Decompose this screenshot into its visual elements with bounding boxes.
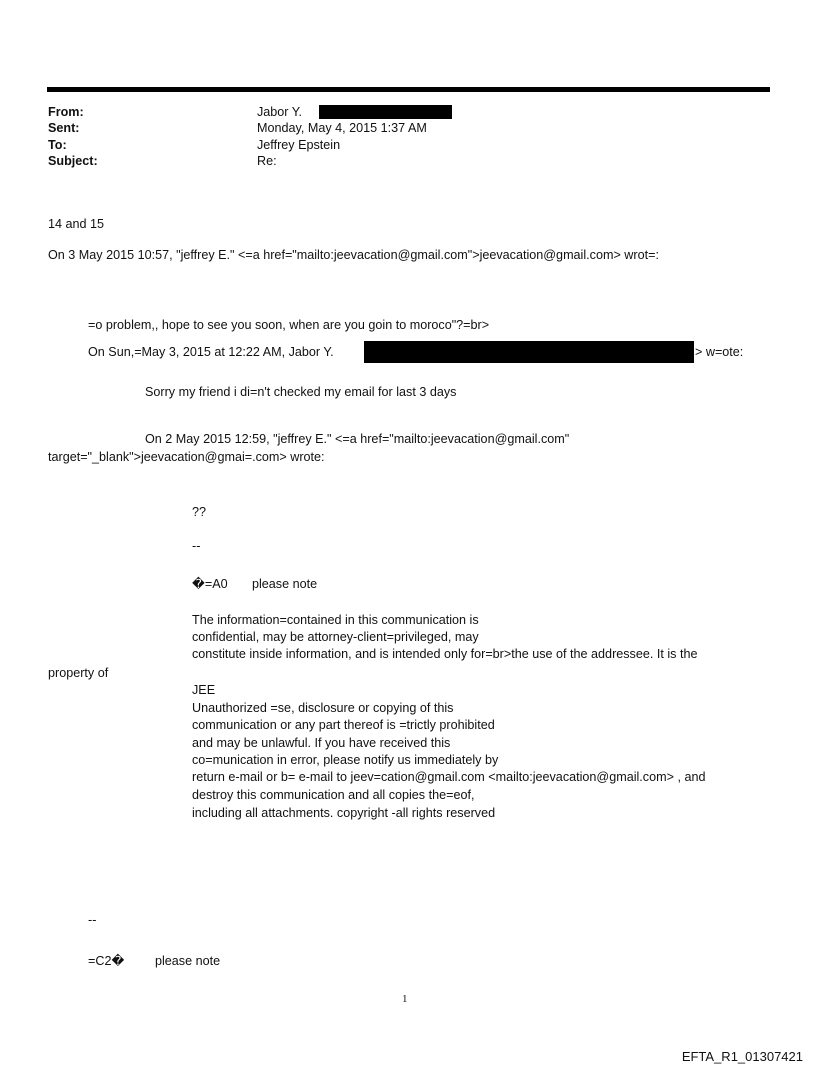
header-rule — [47, 87, 770, 92]
disclaimer-line: and may be unlawful. If you have received this — [192, 736, 451, 750]
document-id: EFTA_R1_01307421 — [681, 1049, 803, 1064]
disclaimer-line: co=munication in error, please notify us immediately by — [192, 753, 499, 767]
from-value: Jabor Y. — [257, 105, 303, 119]
from-label: From: — [48, 105, 84, 119]
disclaimer-line: Unauthorized =se, disclosure or copying of this — [192, 701, 454, 715]
disclaimer-line: JEE — [192, 683, 216, 697]
sent-label: Sent: — [48, 121, 80, 135]
disclaimer-line: confidential, may be attorney-client=privileged, may — [192, 630, 479, 644]
disclaimer-line: communication or any part thereof is =trictly prohibited — [192, 718, 495, 732]
quote3-text: ?? — [192, 505, 207, 519]
subject-label: Subject: — [48, 154, 98, 168]
signature-separator-2: -- — [88, 913, 97, 927]
note2-label: please note — [155, 954, 221, 968]
quote2-header: On Sun,=May 3, 2015 at 12:22 AM, Jabor Y. — [88, 345, 334, 359]
sent-value: Monday, May 4, 2015 1:37 AM — [257, 121, 427, 135]
disclaimer-line: The information=contained in this communication is — [192, 613, 479, 627]
reply-text: 14 and 15 — [48, 217, 105, 231]
page-number: 1 — [402, 993, 408, 1005]
note-prefix: �=A0 — [192, 577, 228, 591]
to-label: To: — [48, 138, 67, 152]
to-value: Jeffrey Epstein — [257, 138, 341, 152]
quote3-header-cont: target="_blank">jeevacation@gmai=.com> wrote: — [48, 450, 325, 464]
quote1-text: =o problem,, hope to see you soon, when are you goin to moroco"?=br> — [88, 318, 490, 332]
disclaimer-line: return e-mail or b= e-mail to jeev=cation@gmail.com <mailto:jeevacation@gmail.com> , and — [192, 770, 706, 784]
quote1-header: On 3 May 2015 10:57, "jeffrey E." <=a href="mailto:jeevacation@gmail.com">jeevacation@gmail.com> wrot=: — [48, 248, 659, 262]
note-label: please note — [252, 577, 318, 591]
disclaimer-line: constitute inside information, and is intended only for=br>the use of the addressee. It is the — [192, 647, 698, 661]
redaction — [364, 341, 694, 363]
quote3-header: On 2 May 2015 12:59, "jeffrey E." <=a href="mailto:jeevacation@gmail.com" — [145, 432, 570, 446]
subject-value: Re: — [257, 154, 277, 168]
note2-prefix: =C2� — [88, 954, 125, 968]
disclaimer-line: property of — [48, 666, 109, 680]
signature-separator: -- — [192, 539, 201, 553]
disclaimer-line: including all attachments. copyright -all rights reserved — [192, 806, 496, 820]
redaction — [319, 105, 452, 119]
quote2-header-end: > w=ote: — [695, 345, 744, 359]
quote2-text: Sorry my friend i di=n't checked my email for last 3 days — [145, 385, 457, 399]
disclaimer-line: destroy this communication and all copies the=eof, — [192, 788, 475, 802]
